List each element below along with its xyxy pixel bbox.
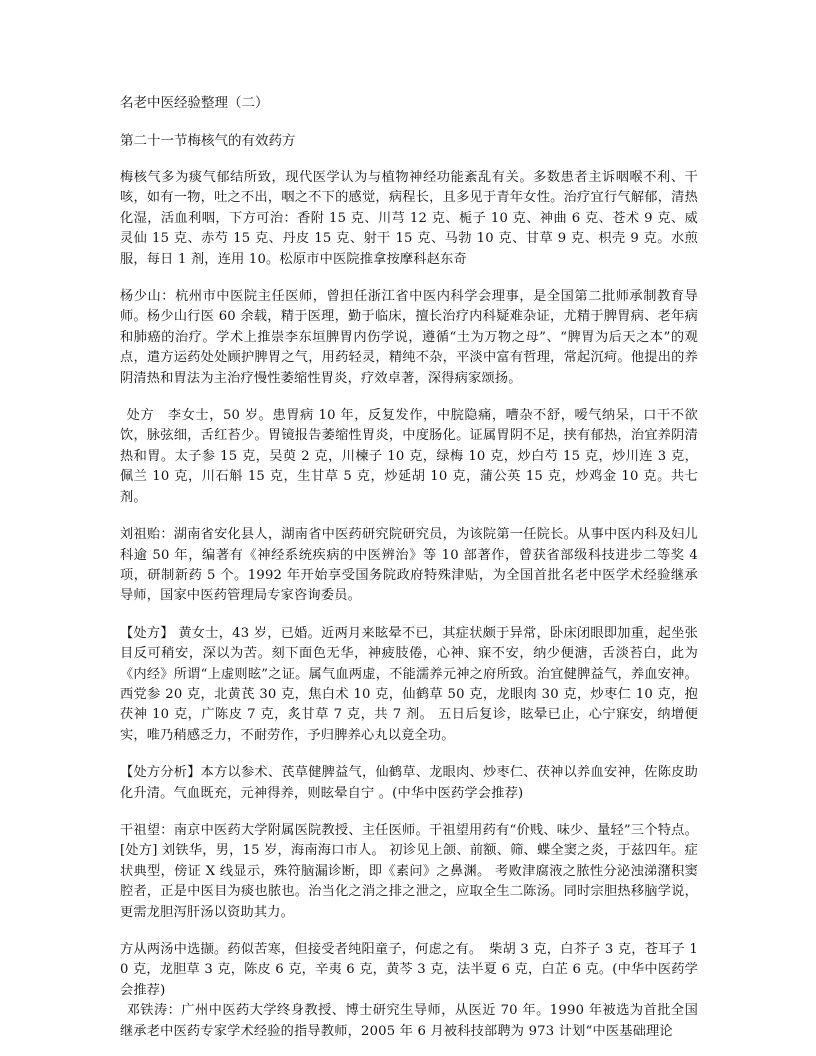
document-title: 名老中医经验整理（二） — [120, 95, 269, 111]
document-page — [120, 92, 698, 1042]
paragraph-prescription-analysis: 【处方分析】本方以参术、芪草健脾益气，仙鹤草、龙眼肉、炒枣仁、茯神以养血安神，佐陈皮助化升清。气血既充，元神得养，则眩晕自宁 。(中华中医药学会推荐) — [120, 765, 698, 801]
paragraph-deng-tietao-bio: 邓铁涛：广州中医药大学终身教授、博士研究生导师，从医近 70 年。1990 年被选为首批全国继承老中医药专家学术经验的指导教师，2005 年 6 月被科技部聘为 973 计划“中医基础理论 — [120, 1003, 698, 1039]
paragraph-liu-zuyi-bio: 刘祖贻：湖南省安化县人，湖南省中医药研究院研究员，为该院第一任院长。从事中医内科及妇儿科逾 50 年，编著有《神经系统疾病的中医辨治》等 10 部著作，曾获省部级科技进步二等奖 4 项，研制新药 5 个。1992 年开始享受国务院政府特殊津贴，为全国首批名老中医学术经验继承导师，国家中医药管理局专家咨询委员。 — [120, 527, 698, 604]
paragraph-gan-zuwang: 干祖望：南京中医药大学附属医院教授、主任医师。干祖望用药有“价贱、味少、量轻”三个特点。[处方] 刘铁华，男，15 岁，海南海口市人。 初诊见上颌、前额、筛、蝶全窦之炎，于兹四年。症状典型，傍证 X 线显示，殊符脑漏诊断，即《素问》之鼻渊。 考败津腐液之脓性分泌浊涕潴积窦腔者，正是中医目为痰也脓也。治当化之消之排之泄之，应取全生二陈汤。同时宗胆热移脑学说，更需龙胆泻肝汤以资助其力。 — [120, 822, 698, 920]
paragraph-liu-zuyi-case: 【处方】 黄女士，43 岁，已婚。近两月来眩晕不已，其症状颇于异常，卧床闭眼即加重，起坐张目反可稍安，深以为苦。刻下面色无华，神疲肢倦，心神、寐不安，纳少便溏，舌淡苔白，此为《内经》所谓“上虚则眩”之证。属气血两虚，不能濡养元神之府所致。治宜健脾益气，养血安神。西党参 20 克，北黄芪 30 克，焦白术 10 克，仙鹤草 50 克，龙眼肉 30 克，炒枣仁 10 克，抱茯神 10 克，广陈皮 7 克，炙甘草 7 克，共 7 剂。 五日后复诊，眩晕已止，心宁寐安，纳增便实，唯乃稍感乏力，不耐劳作，予归脾养心丸以竟全功。 — [120, 625, 698, 743]
paragraph-yang-shaoshan-bio: 杨少山：杭州市中医院主任医师，曾担任浙江省中医内科学会理事，是全国第二批师承制教育导师。杨少山行医 60 余载，精于医理，勤于临床，擅长治疗内科疑难杂证，尤精于脾胃病、老年病和肺癌的治疗。学术上推崇李东垣脾胃内伤学说，遵循“土为万物之母”、“脾胃为后天之本”的观点，遣方运药处处顾护脾胃之气，用药轻灵，精纯不杂，平淡中富有哲理，常起沉疴。他提出的养阴清热和胃法为主治疗慢性萎缩性胃炎，疗效卓著，深得病家颂扬。 — [120, 289, 698, 386]
paragraph-meiheqi-prescription: 梅核气多为痰气郁结所致，现代医学认为与植物神经功能紊乱有关。多数患者主诉咽喉不利、干咳，如有一物，吐之不出，咽之不下的感觉，病程长，且多见于青年女性。治疗宜行气解郁，清热化湿，活血利咽，下方可治：香附 15 克、川芎 12 克、栀子 10 克、神曲 6 克、苍术 9 克、威灵仙 15 克、赤芍 15 克、丹皮 15 克、射干 15 克、马勃 10 克、甘草 9 克、枳壳 9 克。水煎服，每日 1 剂，连用 10。松原市中医院推拿按摩科赵东奇 — [120, 170, 698, 267]
paragraph-gan-zuwang-formula: 方从两汤中选撷。药似苦寒，但接受者纯阳童子，何虑之有。 柴胡 3 克，白芥子 3 克，苍耳子 10 克，龙胆草 3 克，陈皮 6 克，辛夷 6 克，黄芩 3 克，法半夏 6 克，白芷 6 克。(中华中医药学会推荐) — [120, 942, 698, 998]
paragraph-yang-shaoshan-case: 处方 李女士，50 岁。患胃病 10 年，反复发作，中脘隐痛，嘈杂不舒，嗳气纳呆，口干不欲饮，脉弦细，舌红苔少。胃镜报告萎缩性胃炎，中度肠化。证属胃阴不足，挟有郁热，治宜养阴清热和胃。太子参 15 克，吴萸 2 克，川楝子 10 克，绿梅 10 克，炒白芍 15 克，炒川连 3 克，佩兰 10 克，川石斛 15 克，生甘草 5 克，炒延胡 10 克，蒲公英 15 克，炒鸡金 10 克。共七剂。 — [120, 408, 698, 505]
section-title: 第二十一节梅核气的有效药方 — [120, 133, 296, 149]
